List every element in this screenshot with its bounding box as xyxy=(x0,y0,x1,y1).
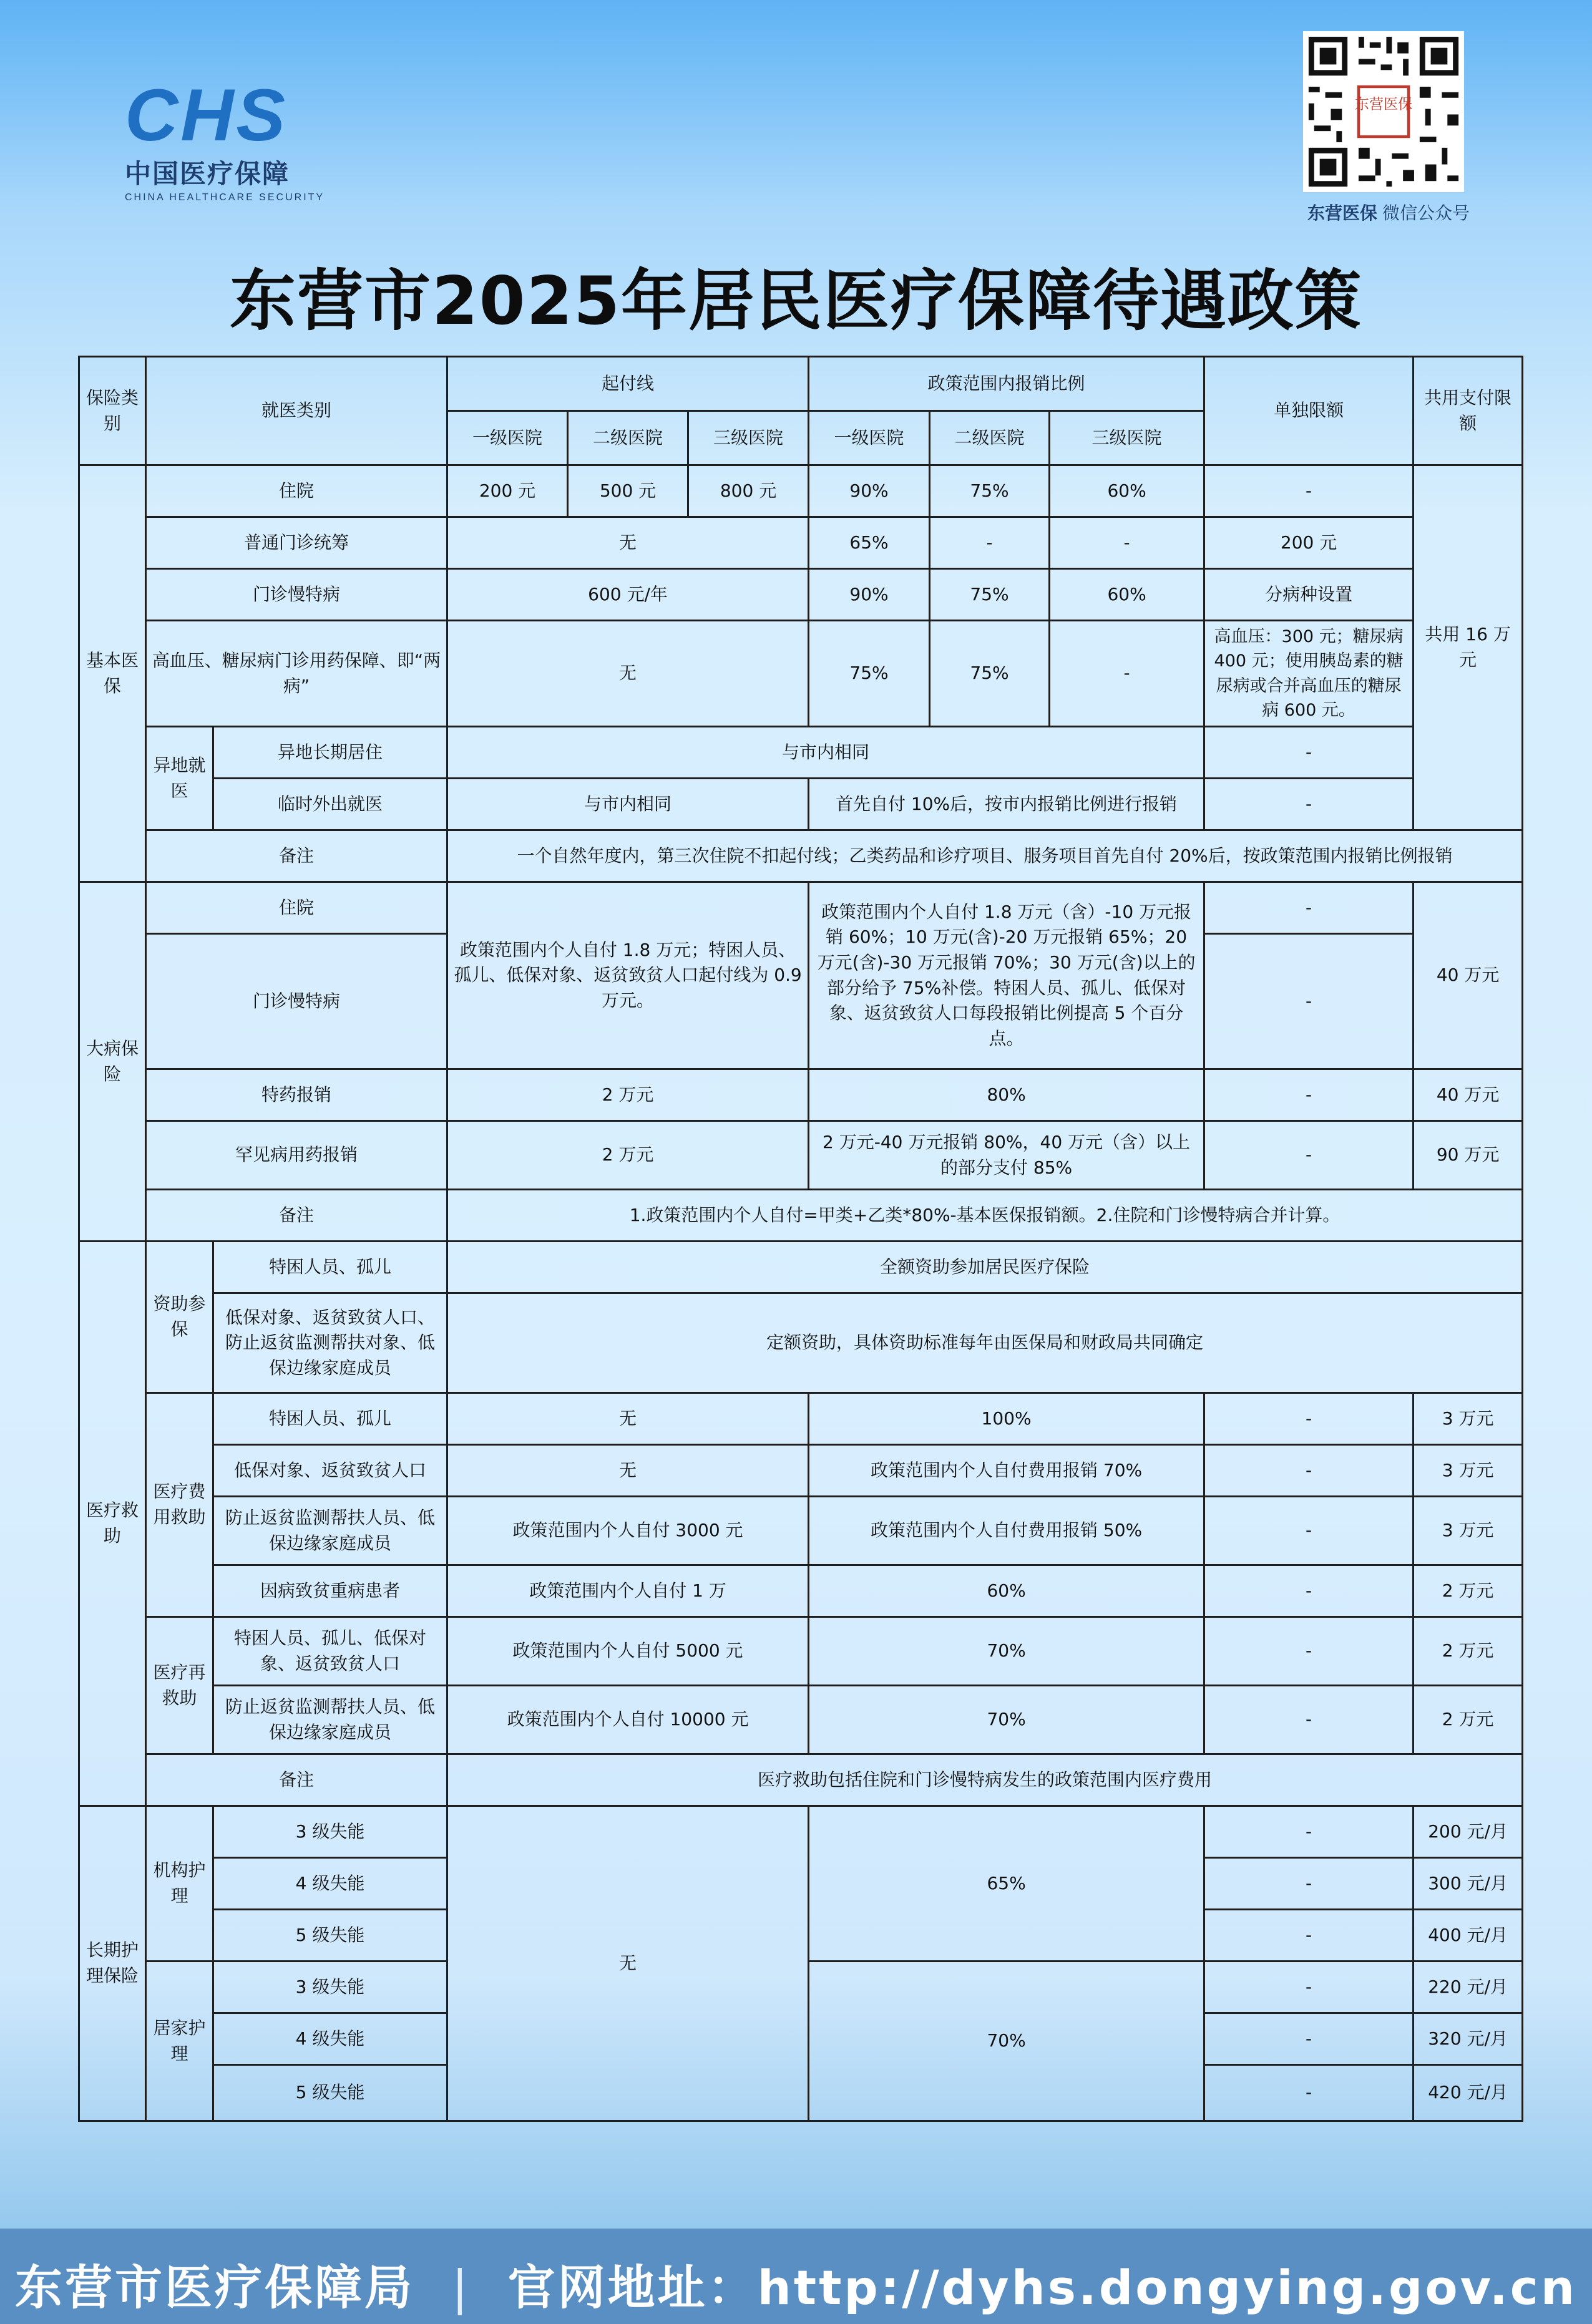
table-row xyxy=(79,1445,1523,1497)
table-row xyxy=(79,1121,1523,1190)
table-row xyxy=(79,621,1523,727)
category-critical: 大病保险 xyxy=(79,882,146,1242)
table-cell: - xyxy=(1204,1858,1414,1910)
row-label: 低保对象、返贫致贫人口、防止返贫监测帮扶对象、低保边缘家庭成员 xyxy=(213,1293,447,1393)
table-cell: 80% xyxy=(809,1069,1204,1121)
row-label: 5 级失能 xyxy=(213,2065,447,2121)
table-row xyxy=(79,1242,1523,1293)
table-cell: 政策范围内个人自付 5000 元 xyxy=(447,1617,809,1686)
subcategory-remote: 异地就医 xyxy=(146,727,213,830)
header-separate-limit: 单独限额 xyxy=(1204,357,1414,465)
table-cell: 70% xyxy=(809,1686,1204,1754)
table-cell: - xyxy=(1204,1910,1414,1962)
subcategory-home: 居家护理 xyxy=(146,1962,213,2121)
header-level1-deductible: 一级医院 xyxy=(447,411,568,465)
logo-english-name: CHINA HEALTHCARE SECURITY xyxy=(125,192,325,203)
row-label: 罕见病用药报销 xyxy=(146,1121,447,1190)
row-label: 4 级失能 xyxy=(213,1858,447,1910)
table-row xyxy=(79,830,1523,882)
qr-stamp-text: 东营医保 xyxy=(1354,96,1413,113)
row-label: 住院 xyxy=(146,465,447,517)
table-cell: - xyxy=(1204,1806,1414,1858)
table-cell: 200 元 xyxy=(447,465,568,517)
row-label: 临时外出就医 xyxy=(213,779,447,830)
table-cell: - xyxy=(1204,882,1414,934)
table-cell: 100% xyxy=(809,1393,1204,1445)
table-cell: 90 万元 xyxy=(1414,1121,1523,1190)
wechat-qr-code[interactable] xyxy=(1303,31,1464,192)
note-text: 一个自然年度内，第三次住院不扣起付线；乙类药品和诊疗项目、服务项目首先自付 20%后，按政策范围内报销比例报销 xyxy=(447,830,1523,882)
table-cell: 400 元/月 xyxy=(1414,1910,1523,1962)
table-cell: 2 万元 xyxy=(1414,1565,1523,1617)
table-cell: 320 元/月 xyxy=(1414,2013,1523,2065)
row-label: 防止返贫监测帮扶人员、低保边缘家庭成员 xyxy=(213,1497,447,1565)
row-label: 特困人员、孤儿、低保对象、返贫致贫人口 xyxy=(213,1617,447,1686)
table-cell: - xyxy=(1204,934,1414,1069)
header-level3-ratio: 三级医院 xyxy=(1050,411,1204,465)
table-cell: 75% xyxy=(809,621,930,727)
table-cell: 3 万元 xyxy=(1414,1445,1523,1497)
table-cell: 政策范围内个人自付 1.8 万元；特困人员、孤儿、低保对象、返贫致贫人口起付线为 0.9 万元。 xyxy=(447,882,809,1069)
table-cell: 定额资助，具体资助标准每年由医保局和财政局共同确定 xyxy=(447,1293,1523,1393)
table-cell: 200 元 xyxy=(1204,517,1414,569)
table-cell: 500 元 xyxy=(568,465,688,517)
row-label: 高血压、糖尿病门诊用药保障、即“两病” xyxy=(146,621,447,727)
row-label: 门诊慢特病 xyxy=(146,934,447,1069)
table-cell: 2 万元 xyxy=(1414,1686,1523,1754)
note-label: 备注 xyxy=(146,1754,447,1806)
subcategory-cost: 医疗费用救助 xyxy=(146,1393,213,1617)
table-cell: - xyxy=(1204,2013,1414,2065)
table-cell: 300 元/月 xyxy=(1414,1858,1523,1910)
table-cell: 无 xyxy=(447,517,809,569)
header-insurance-type: 保险类别 xyxy=(79,357,146,465)
note-label: 备注 xyxy=(146,1190,447,1242)
note-text: 医疗救助包括住院和门诊慢特病发生的政策范围内医疗费用 xyxy=(447,1754,1523,1806)
table-cell: 60% xyxy=(1050,465,1204,517)
table-cell: 3 万元 xyxy=(1414,1393,1523,1445)
table-cell: 65% xyxy=(809,517,930,569)
header-deductible: 起付线 xyxy=(447,357,809,411)
table-cell: 无 xyxy=(447,1393,809,1445)
table-row xyxy=(79,1617,1523,1686)
table-cell: 2 万元 xyxy=(447,1069,809,1121)
table-header-row xyxy=(79,357,1523,411)
subcategory-re-assistance: 医疗再救助 xyxy=(146,1617,213,1754)
table-cell: 2 万元-40 万元报销 80%，40 万元（含）以上的部分支付 85% xyxy=(809,1121,1204,1190)
category-ltc: 长期护理保险 xyxy=(79,1806,146,2121)
table-cell: 政策范围内个人自付费用报销 70% xyxy=(809,1445,1204,1497)
table-cell: 800 元 xyxy=(688,465,809,517)
table-cell: 无 xyxy=(447,1806,809,2121)
table-cell: - xyxy=(1204,727,1414,779)
table-cell: 与市内相同 xyxy=(447,727,1204,779)
table-cell: 65% xyxy=(809,1806,1204,1962)
table-row xyxy=(79,1190,1523,1242)
table-cell: 600 元/年 xyxy=(447,569,809,621)
table-cell: - xyxy=(1204,1617,1414,1686)
policy-table xyxy=(78,356,1523,2122)
row-label: 门诊慢特病 xyxy=(146,569,447,621)
table-cell: 2 万元 xyxy=(447,1121,809,1190)
table-row xyxy=(79,1754,1523,1806)
row-label: 异地长期居住 xyxy=(213,727,447,779)
table-cell: 无 xyxy=(447,1445,809,1497)
subcategory-institutional: 机构护理 xyxy=(146,1806,213,1962)
table-row xyxy=(79,1686,1523,1754)
header-level2-deductible: 二级医院 xyxy=(568,411,688,465)
table-cell: 60% xyxy=(1050,569,1204,621)
table-cell: 政策范围内个人自付 3000 元 xyxy=(447,1497,809,1565)
row-label: 特药报销 xyxy=(146,1069,447,1121)
table-cell: - xyxy=(1204,1497,1414,1565)
table-row xyxy=(79,569,1523,621)
footer-bar xyxy=(0,2229,1592,2324)
table-cell: 70% xyxy=(809,1962,1204,2121)
footer-text xyxy=(0,2250,1592,2318)
row-label: 3 级失能 xyxy=(213,1962,447,2013)
table-cell: 首先自付 10%后，按市内报销比例进行报销 xyxy=(809,779,1204,830)
table-cell: 政策范围内个人自付 1 万 xyxy=(447,1565,809,1617)
table-cell: 60% xyxy=(809,1565,1204,1617)
table-row xyxy=(79,1069,1523,1121)
table-cell: 70% xyxy=(809,1617,1204,1686)
table-cell: 分病种设置 xyxy=(1204,569,1414,621)
row-label: 普通门诊统筹 xyxy=(146,517,447,569)
table-cell: 高血压：300 元；糖尿病 400 元；使用胰岛素的糖尿病或合并高血压的糖尿病 600 元。 xyxy=(1204,621,1414,727)
table-cell: - xyxy=(1204,779,1414,830)
table-cell: 90% xyxy=(809,569,930,621)
header-shared-limit: 共用支付限额 xyxy=(1414,357,1523,465)
header-visit-type: 就医类别 xyxy=(146,357,447,465)
footer-site-label: 官网地址： xyxy=(507,2260,758,2315)
table-cell: 政策范围内个人自付费用报销 50% xyxy=(809,1497,1204,1565)
table-cell: - xyxy=(1204,1445,1414,1497)
qr-caption xyxy=(1286,200,1492,225)
table-row xyxy=(79,1806,1523,1858)
category-basic: 基本医保 xyxy=(79,465,146,882)
row-label: 5 级失能 xyxy=(213,1910,447,1962)
table-cell: 220 元/月 xyxy=(1414,1962,1523,2013)
page-title: 东营市2025年居民医疗保障待遇政策 xyxy=(229,263,1363,339)
table-cell: 无 xyxy=(447,621,809,727)
table-cell: 40 万元 xyxy=(1414,1069,1523,1121)
table-cell: 420 元/月 xyxy=(1414,2065,1523,2121)
table-cell: - xyxy=(1204,465,1414,517)
table-cell: 90% xyxy=(809,465,930,517)
chs-logo xyxy=(125,74,331,203)
shared-limit-cell: 共用 16 万元 xyxy=(1414,465,1523,830)
row-label: 特困人员、孤儿 xyxy=(213,1242,447,1293)
shared-limit-cell: 40 万元 xyxy=(1414,882,1523,1069)
table-cell: - xyxy=(1204,1962,1414,2013)
qr-caption-label: 微信公众号 xyxy=(1382,203,1470,223)
note-label: 备注 xyxy=(146,830,447,882)
footer-site-url[interactable]: http://dyhs.dongying.gov.cn xyxy=(757,2260,1577,2315)
table-row xyxy=(79,465,1523,517)
table-row xyxy=(79,1293,1523,1393)
table-cell: - xyxy=(1204,1565,1414,1617)
row-label: 低保对象、返贫致贫人口 xyxy=(213,1445,447,1497)
table-cell: - xyxy=(1204,1393,1414,1445)
table-cell: - xyxy=(1204,1121,1414,1190)
note-text: 1.政策范围内个人自付=甲类+乙类*80%-基本医保报销额。2.住院和门诊慢特病合并计算。 xyxy=(447,1190,1523,1242)
header-level2-ratio: 二级医院 xyxy=(930,411,1050,465)
table-cell: 75% xyxy=(930,465,1050,517)
row-label: 住院 xyxy=(146,882,447,934)
table-cell: 2 万元 xyxy=(1414,1617,1523,1686)
table-cell: - xyxy=(930,517,1050,569)
table-cell: - xyxy=(1050,517,1204,569)
table-cell: - xyxy=(1204,1069,1414,1121)
footer-separator: | xyxy=(452,2260,471,2315)
table-cell: 政策范围内个人自付 10000 元 xyxy=(447,1686,809,1754)
row-label: 3 级失能 xyxy=(213,1806,447,1858)
logo-mark: CHS xyxy=(125,74,288,157)
table-row xyxy=(79,779,1523,830)
table-row xyxy=(79,517,1523,569)
table-row xyxy=(79,882,1523,934)
table-row xyxy=(79,1497,1523,1565)
header-level1-ratio: 一级医院 xyxy=(809,411,930,465)
header-reimbursement-ratio: 政策范围内报销比例 xyxy=(809,357,1204,411)
table-cell: 政策范围内个人自付 1.8 万元（含）-10 万元报销 60%；10 万元(含)-20 万元报销 65%；20 万元(含)-30 万元报销 70%；30 万元(含)以上的部分给予 75%补偿。特困人员、孤儿、低保对象、返贫致贫人口每段报销比例提高 5 个百分点。 xyxy=(809,882,1204,1069)
table-cell: 200 元/月 xyxy=(1414,1806,1523,1858)
subcategory-enroll: 资助参保 xyxy=(146,1242,213,1393)
table-cell: 与市内相同 xyxy=(447,779,809,830)
table-cell: 全额资助参加居民医疗保险 xyxy=(447,1242,1523,1293)
table-cell: - xyxy=(1204,2065,1414,2121)
logo-chinese-name: 中国医疗保障 xyxy=(125,158,290,189)
header-level3-deductible: 三级医院 xyxy=(688,411,809,465)
table-cell: - xyxy=(1204,1686,1414,1754)
table-cell: 3 万元 xyxy=(1414,1497,1523,1565)
table-cell: 75% xyxy=(930,621,1050,727)
qr-caption-account: 东营医保 xyxy=(1307,203,1377,223)
footer-org: 东营市医疗保障局 xyxy=(15,2260,415,2315)
table-cell: 75% xyxy=(930,569,1050,621)
category-assistance: 医疗救助 xyxy=(79,1242,146,1806)
row-label: 因病致贫重病患者 xyxy=(213,1565,447,1617)
row-label: 防止返贫监测帮扶人员、低保边缘家庭成员 xyxy=(213,1686,447,1754)
table-cell: - xyxy=(1050,621,1204,727)
table-row xyxy=(79,727,1523,779)
table-row xyxy=(79,1565,1523,1617)
table-row xyxy=(79,1393,1523,1445)
qr-code-icon xyxy=(1303,31,1464,192)
row-label: 4 级失能 xyxy=(213,2013,447,2065)
row-label: 特困人员、孤儿 xyxy=(213,1393,447,1445)
